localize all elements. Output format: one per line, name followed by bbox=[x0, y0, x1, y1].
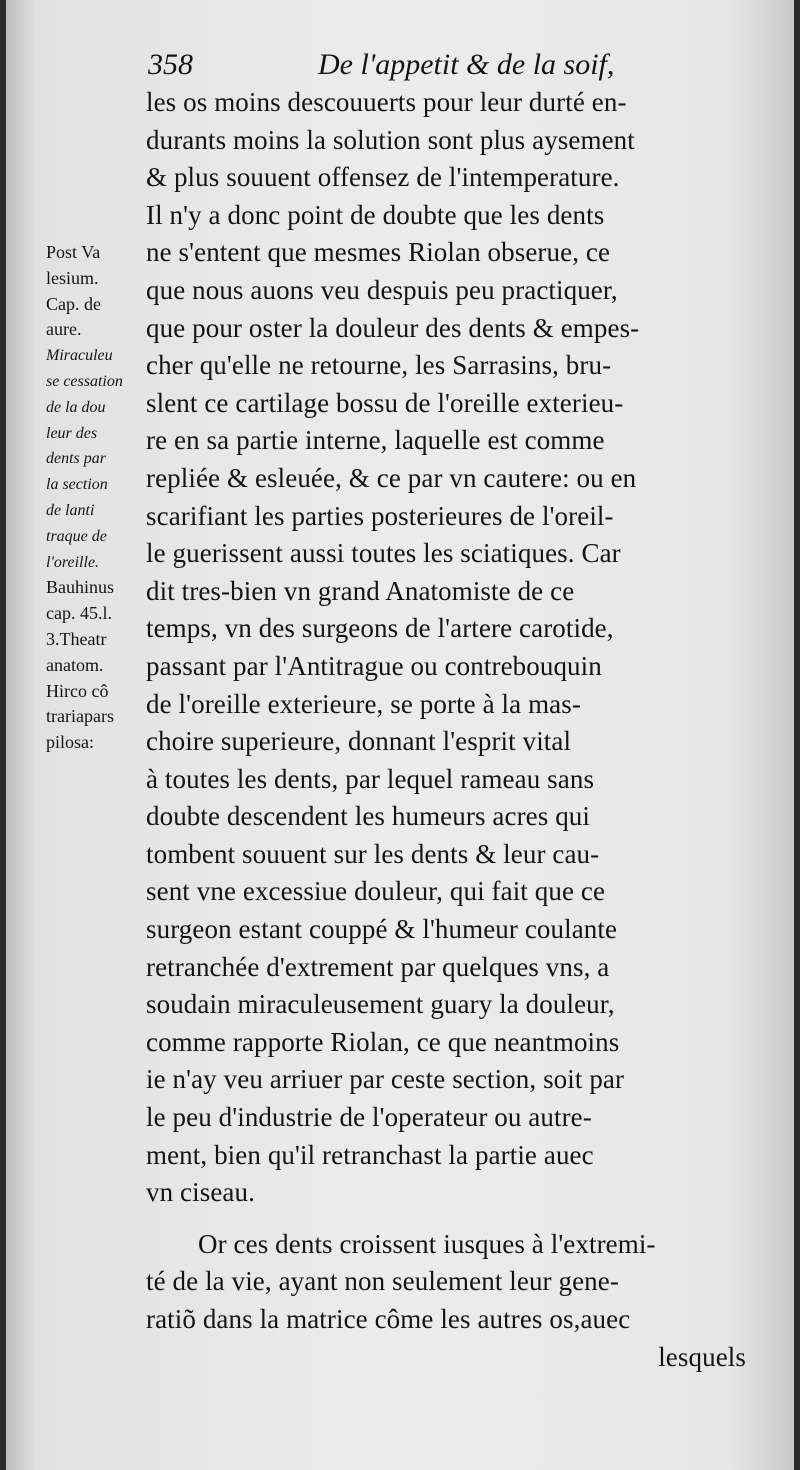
text-line: re en sa partie interne, laquelle est comme bbox=[146, 425, 605, 456]
text-line: passant par l'Antitrague ou contrebouquin bbox=[146, 650, 602, 681]
margin-note: Post Va bbox=[46, 242, 101, 262]
text-line: que nous auons veu despuis peu practiquer, bbox=[146, 274, 618, 305]
text-line: tombent souuent sur les dents & leur cau- bbox=[146, 838, 600, 869]
margin-note: dents par bbox=[46, 450, 106, 468]
paragraph-line: ratiõ dans la matrice côme les autres os,auec bbox=[146, 1304, 631, 1334]
text-line: choire superieure, donnant l'esprit vital bbox=[146, 726, 572, 757]
page-number: 358 bbox=[148, 48, 193, 81]
margin-note: leur des bbox=[46, 424, 98, 442]
text-line: les os moins descouuerts pour leur durté en- bbox=[146, 87, 627, 117]
text-line: scarifiant les parties posterieures de l'oreil- bbox=[146, 500, 614, 531]
text-line: surgeon estant couppé & l'humeur coulante bbox=[146, 914, 618, 945]
text-line: le guerissent aussi toutes les sciatiques. Car bbox=[146, 538, 621, 569]
margin-note: aure. bbox=[46, 319, 82, 340]
running-title: De l'appetit & de la soif, bbox=[318, 48, 615, 81]
margin-note: l'oreille. bbox=[46, 553, 100, 571]
margin-note: trariapars bbox=[46, 706, 114, 727]
text-line: que pour oster la douleur des dents & empes- bbox=[146, 312, 640, 343]
text-line: Il n'y a donc point de doubte que les dents bbox=[146, 199, 605, 230]
text-line: à toutes les dents, par lequel rameau sans bbox=[146, 763, 595, 794]
margin-note: pilosa: bbox=[46, 732, 94, 753]
text-line: retranchée d'extrement par quelques vns, a bbox=[146, 951, 610, 982]
text-line: temps, vn des surgeons de l'artere carotide, bbox=[146, 613, 614, 644]
text-line: slent ce cartilage bossu de l'oreille exterieu- bbox=[146, 387, 624, 418]
text-line: comme rapporte Riolan, ce que neantmoins bbox=[146, 1026, 620, 1057]
body-text bbox=[146, 84, 746, 1376]
margin-note: cap. 45.l. bbox=[46, 603, 112, 624]
text-line: de l'oreille exterieure, se porte à la mas- bbox=[146, 688, 581, 719]
margin-notes bbox=[46, 240, 166, 756]
catchword: lesquels bbox=[658, 1341, 746, 1372]
text-line: le peu d'industrie de l'operateur ou autre- bbox=[146, 1102, 592, 1133]
text-line: repliée & esleuée, & ce par vn cautere: ou en bbox=[146, 462, 637, 493]
margin-note: traque de bbox=[46, 527, 107, 545]
text-line: ne s'entent que mesmes Riolan obserue, ce bbox=[146, 237, 611, 268]
margin-note: 3.Theatr bbox=[46, 628, 107, 649]
margin-note: de lanti bbox=[46, 501, 95, 519]
paragraph-line: té de la vie, ayant non seulement leur gene- bbox=[146, 1266, 619, 1297]
text-line: sent vne excessiue douleur, qui fait que ce bbox=[146, 876, 606, 907]
text-line: soudain miraculeusement guary la douleur, bbox=[146, 989, 615, 1020]
margin-note: de la dou bbox=[46, 398, 106, 416]
margin-note: Miraculeu bbox=[46, 347, 113, 365]
text-line: cher qu'elle ne retourne, les Sarrasins, bru- bbox=[146, 350, 612, 381]
text-line: vn ciseau. bbox=[146, 1177, 255, 1208]
text-line: & plus souuent offensez de l'intemperature. bbox=[146, 162, 620, 193]
text-line: durants moins la solution sont plus aysement bbox=[146, 124, 635, 155]
margin-note: la section bbox=[46, 476, 108, 494]
text-line: dit tres-bien vn grand Anatomiste de ce bbox=[146, 575, 575, 606]
margin-note: Cap. de bbox=[46, 293, 101, 314]
margin-note: Hirco cô bbox=[46, 680, 109, 701]
margin-note: lesium. bbox=[46, 267, 99, 288]
book-page bbox=[6, 0, 794, 1470]
text-line: ment, bien qu'il retranchast la partie auec bbox=[146, 1139, 594, 1170]
margin-note: se cessation bbox=[46, 372, 123, 390]
margin-note: Bauhinus bbox=[46, 577, 115, 598]
paragraph-line: Or ces dents croissent iusques à l'extremi- bbox=[198, 1228, 656, 1259]
text-line: doubte descendent les humeurs acres qui bbox=[146, 801, 591, 832]
text-line: ie n'ay veu arriuer par ceste section, soit par bbox=[146, 1064, 625, 1095]
margin-note: anatom. bbox=[46, 654, 104, 675]
